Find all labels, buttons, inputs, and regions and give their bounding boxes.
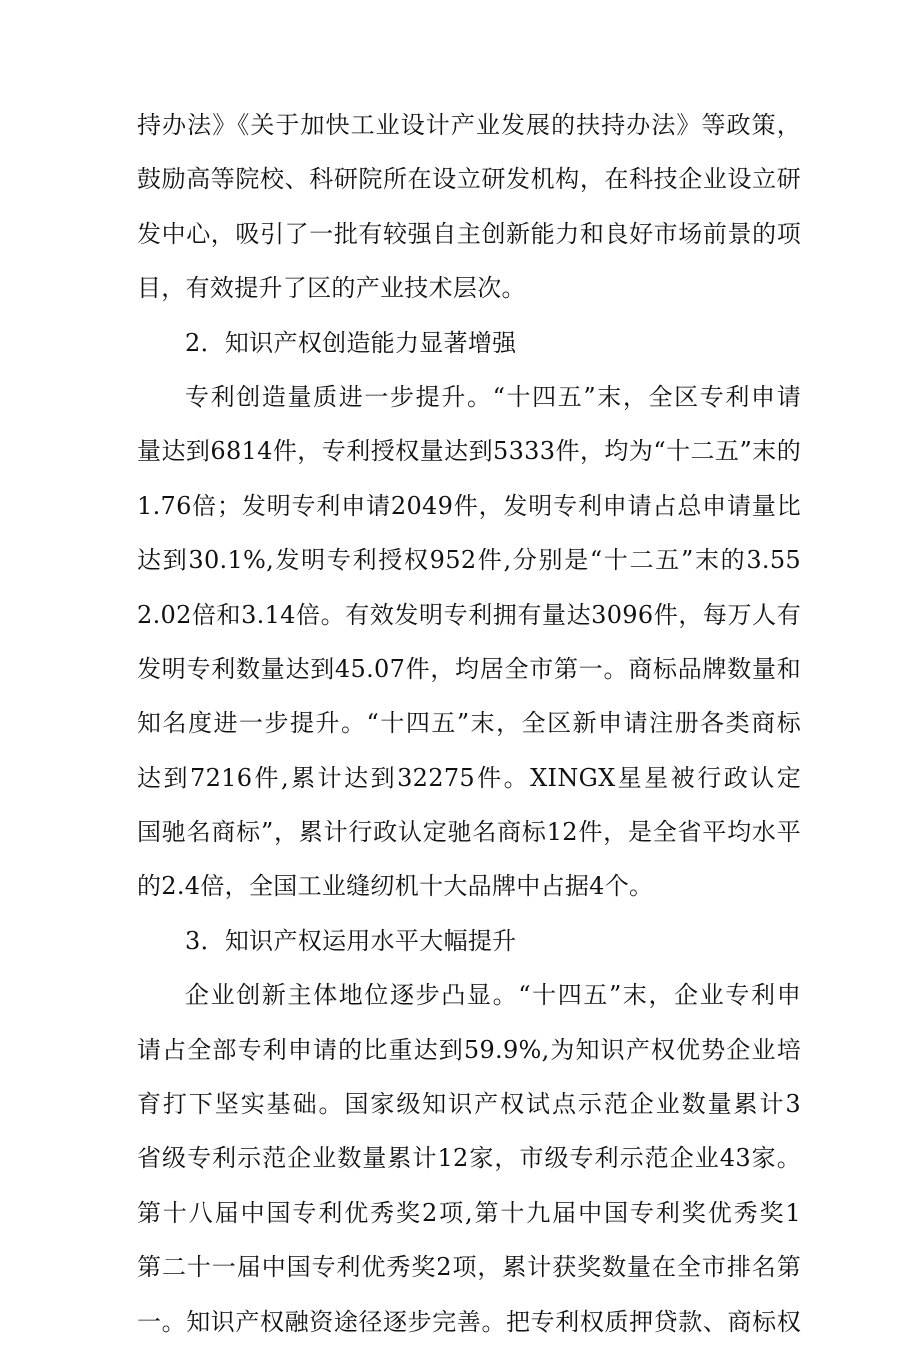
paragraph-line: 育打下坚实基础。国家级知识产权试点示范企业数量累计3 — [137, 1090, 801, 1119]
paragraph-line: 知名度进一步提升。“十四五”末，全区新申请注册各类商标 — [137, 709, 801, 738]
paragraph-line: 量达到6814件，专利授权量达到5333件，均为“十二五”末的 — [137, 437, 801, 466]
paragraph-line: 达到7216件,累计达到32275件。XINGX星星被行政认定 — [137, 763, 801, 792]
section-heading-2: 2．知识产权创造能力显著增强 — [185, 328, 517, 357]
paragraph-line: 1.76倍；发明专利申请2049件，发明专利申请占总申请量比 — [137, 491, 801, 520]
body-text — [137, 98, 801, 1349]
paragraph-line: 发中心，吸引了一批有较强自主创新能力和良好市场前景的项 — [137, 219, 801, 248]
paragraph-line: 专利创造量质进一步提升。“十四五”末，全区专利申请 — [185, 382, 801, 411]
paragraph-line: 国驰名商标”，累计行政认定驰名商标12件，是全省平均水平 — [137, 818, 801, 847]
paragraph-line: 省级专利示范企业数量累计12家，市级专利示范企业43家。 — [137, 1144, 801, 1173]
paragraph-line: 持办法》《关于加快工业设计产业发展的扶持办法》等政策， — [137, 111, 801, 139]
paragraph-line: 目，有效提升了区的产业技术层次。 — [137, 274, 526, 303]
paragraph-line: 达到30.1%,发明专利授权952件,分别是“十二五”末的3.55 — [137, 546, 801, 575]
paragraph-line: 鼓励高等院校、科研院所在设立研发机构，在科技企业设立研 — [137, 165, 801, 194]
paragraph-line: 发明专利数量达到45.07件，均居全市第一。商标品牌数量和 — [137, 654, 801, 683]
paragraph-line: 第十八届中国专利优秀奖2项,第十九届中国专利奖优秀奖1 — [137, 1198, 801, 1227]
paragraph-line: 企业创新主体地位逐步凸显。“十四五”末，企业专利申 — [185, 981, 801, 1010]
paragraph-line: 2.02倍和3.14倍。有效发明专利拥有量达3096件，每万人有 — [137, 600, 801, 629]
paragraph-line: 第二十一届中国专利优秀奖2项，累计获奖数量在全市排名第 — [137, 1253, 801, 1282]
paragraph-line: 请占全部专利申请的比重达到59.9%,为知识产权优势企业培 — [137, 1035, 801, 1064]
section-heading-3: 3．知识产权运用水平大幅提升 — [185, 926, 517, 955]
paragraph-line: 的2.4倍，全国工业缝纫机十大品牌中占据4个。 — [137, 872, 654, 901]
paragraph-line: 一。知识产权融资途径逐步完善。把专利权质押贷款、商标权 — [137, 1307, 801, 1336]
